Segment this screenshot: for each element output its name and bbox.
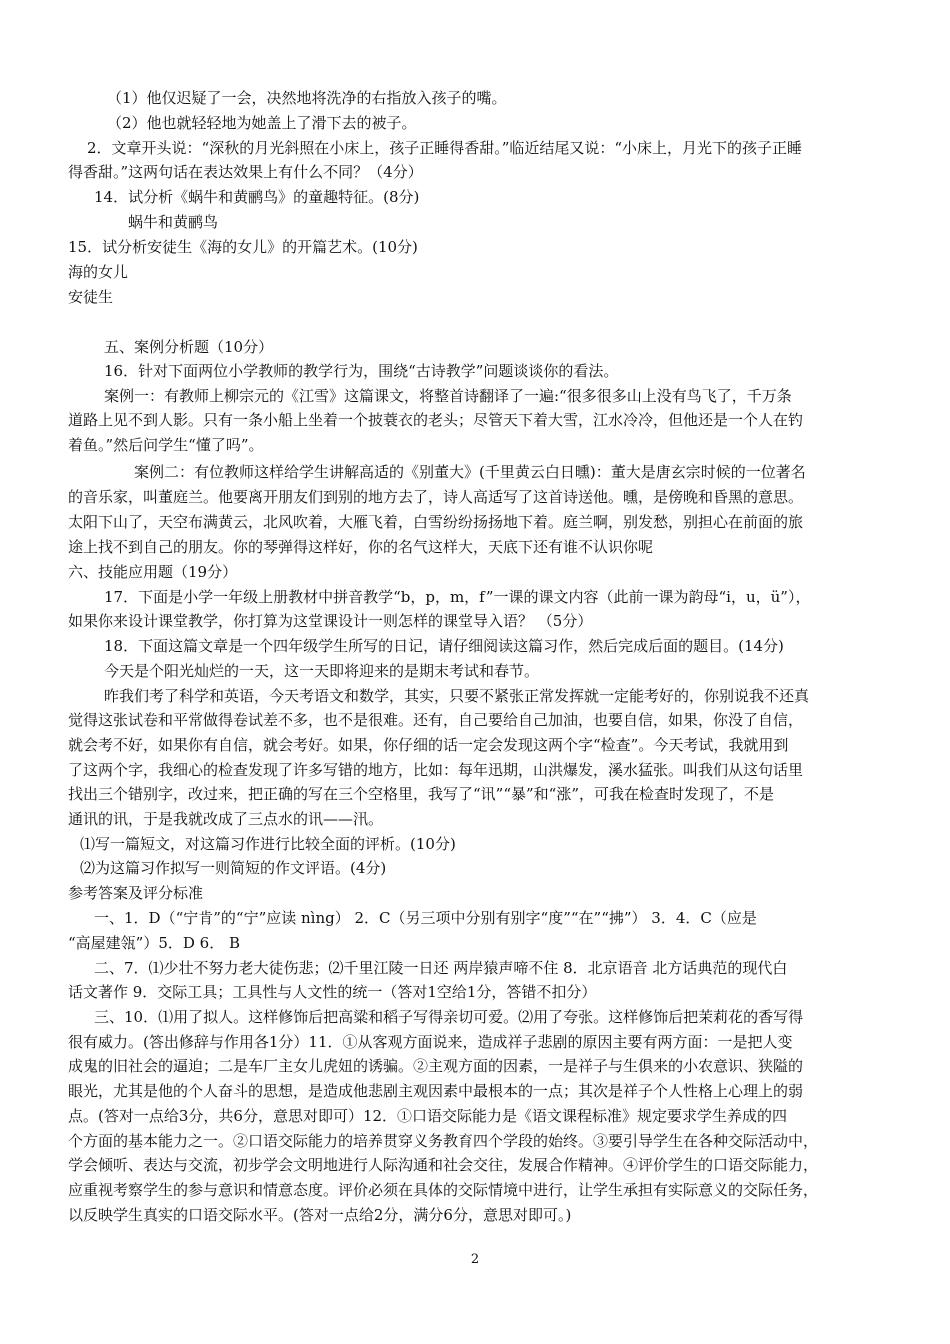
page-number: 2 — [470, 1252, 480, 1267]
text-line: 了这两个字，我细心的检查发现了许多写错的地方，比如：每年迅期，山洪爆发，溪水猛张。叫我们从这句话里 — [68, 761, 804, 779]
text-line: 三、10．⑴用了拟人。这样修饰后把高粱和稻子写得亲切可爱。⑵用了夸张。这样修饰后把茉莉花的香写得 — [94, 1008, 804, 1026]
text-line: 着鱼。”然后问学生“懂了吗”。 — [68, 436, 264, 454]
text-line: 很有威力。(答出修辞与作用各1分）11．①从客观方面说来，造成祥子悲剧的原因主要有两方面：一是把人变 — [68, 1033, 793, 1051]
text-line: （2）他也就轻轻地为她盖上了滑下去的被子。 — [107, 114, 417, 132]
text-line: 今天是个阳光灿烂的一天，这一天即将迎来的是期末考试和春节。 — [104, 662, 540, 680]
text-line: 案例二：有位教师这样给学生讲解高适的《别董大》(千里黄云白日曛)：董大是唐玄宗时候的一位著名 — [134, 463, 806, 481]
section-heading: 参考答案及评分标准 — [68, 884, 204, 902]
text-line: 蜗牛和黄鹂鸟 — [128, 213, 219, 231]
text-line: 14．试分析《蜗牛和黄鹂鸟》的童趣特征。(8分) — [94, 188, 420, 206]
text-line: 途上找不到自己的朋友。你的琴弹得这样好，你的名气这样大，天底下还有谁不认识你呢 — [68, 538, 654, 556]
text-line: 觉得这张试卷和平常做得卷试差不多，也不是很难。还有，自己要给自己加油，也要自信，如果，你没了自信， — [68, 711, 804, 729]
text-line: 2．文章开头说：“深秋的月光斜照在小床上，孩子正睡得香甜。”临近结尾又说：“小床上，月光下的孩子正睡 — [87, 139, 803, 157]
text-line: 18．下面这篇文章是一个四年级学生所写的日记，请仔细阅读这篇习作，然后完成后面的题目。(14分) — [104, 637, 784, 655]
text-line: 点。(答对一点给3分，共6分，意思对即可）12．①口语交际能力是《语文课程标准》规定要求学生养成的四 — [68, 1107, 788, 1125]
text-line: 话文著作 9．交际工具；工具性与人文性的统一（答对1空给1分，答错不扣分） — [68, 983, 597, 1001]
section-heading: 五、案例分析题（10分） — [104, 338, 274, 356]
text-line: 应重视考察学生的参与意识和情意态度。评价必须在具体的交际情境中进行，让学生承担有实际意义的交际任务， — [68, 1181, 819, 1199]
text-line: 安徒生 — [68, 288, 114, 306]
text-line: 案例一：有教师上柳宗元的《江雪》这篇课文，将整首诗翻译了一遍:“很多很多山上没有鸟飞了，千万条 — [104, 387, 792, 405]
text-line: 就会考不好，如果你有自信，就会考好。如果，你仔细的话一定会发现这两个字“检查”。今天考试，我就用到 — [68, 736, 789, 754]
text-line: 一、1．D（“宁肯”的“宁”应读 nìng） 2．C（另三项中分别有别字“度”“在”“拂”） 3．4．C（应是 — [94, 909, 757, 927]
text-line: ⑴写一篇短文，对这篇习作进行比较全面的评析。(10分) — [80, 835, 456, 853]
section-heading: 六、技能应用题（19分） — [68, 563, 238, 581]
text-line: 二、7．⑴少壮不努力老大徒伤悲；⑵千里江陵一日还 两岸猿声啼不住 8．北京语音 北方话典范的现代白 — [94, 959, 788, 977]
text-line: 学会倾听、表达与交流，初步学会文明地进行人际沟通和社会交往，发展合作精神。④评价学生的口语交际能力， — [68, 1156, 819, 1174]
text-line: 成鬼的旧社会的逼迫；二是车厂主女儿虎妞的诱骗。②主观方面的因素，一是祥子与生俱来的小农意识、狭隘的 — [68, 1057, 804, 1075]
text-line: 17．下面是小学一年级上册教材中拼音教学“b，p，m，f”一课的课文内容（此前一课为韵母“i，u，ü”）， — [104, 588, 811, 606]
text-line: 如果你来设计课堂教学，你打算为这堂课设计一则怎样的课堂导入语？ （5分） — [68, 612, 593, 630]
text-line: 个方面的基本能力之一。②口语交际能力的培养贯穿义务教育四个学段的始终。③要引导学生在各种交际活动中， — [68, 1132, 819, 1150]
text-line: 道路上见不到人影。只有一条小船上坐着一个披蓑衣的老头；尽管天下着大雪，江水冷冷，但他还是一个人在钓 — [68, 411, 804, 429]
text-line: 海的女儿 — [68, 263, 129, 281]
text-line: 昨我们考了科学和英语，今天考语文和数学，其实，只要不紧张正常发挥就一定能考好的，你别说我不还真 — [104, 687, 810, 705]
text-line: （1）他仅迟疑了一会，决然地将洗净的右指放入孩子的嘴。 — [107, 89, 507, 107]
text-line: 16．针对下面两位小学教师的教学行为，围绕“古诗教学”问题谈谈你的看法。 — [104, 362, 619, 380]
text-line: “高屋建瓴”）5．D 6． B — [68, 934, 241, 952]
text-line: 眼光，尤其是他的个人奋斗的思想，是造成他悲剧主观因素中最根本的一点；其次是祥子个人性格上心理上的弱 — [68, 1082, 804, 1100]
text-line: 以反映学生真实的口语交际水平。(答对一点给2分，满分6分，意思对即可。) — [68, 1206, 572, 1224]
text-line: 太阳下山了，天空布满黄云，北风吹着，大雁飞着，白雪纷纷扬扬地下着。庭兰啊，别发愁，别担心在前面的旅 — [68, 513, 804, 531]
text-line: 得香甜。”这两句话在表达效果上有什么不同？（4分） — [68, 163, 423, 181]
text-line: ⑵为这篇习作拟写一则简短的作文评语。(4分) — [80, 859, 387, 877]
text-line: 找出三个错别字，改过来，把正确的写在三个空格里，我写了“讯”“暴”和“涨”，可我在检查时发现了，不是 — [68, 785, 775, 803]
text-line: 的音乐家，叫董庭兰。他要离开朋友们到别的地方去了，诗人高适写了这首诗送他。曛，是傍晚和昏黑的意思。 — [68, 488, 804, 506]
text-line: 15．试分析安徒生《海的女儿》的开篇艺术。(10分) — [68, 238, 418, 256]
text-line: 通讯的讯，于是我就改成了三点水的讯——汛。 — [68, 810, 384, 828]
